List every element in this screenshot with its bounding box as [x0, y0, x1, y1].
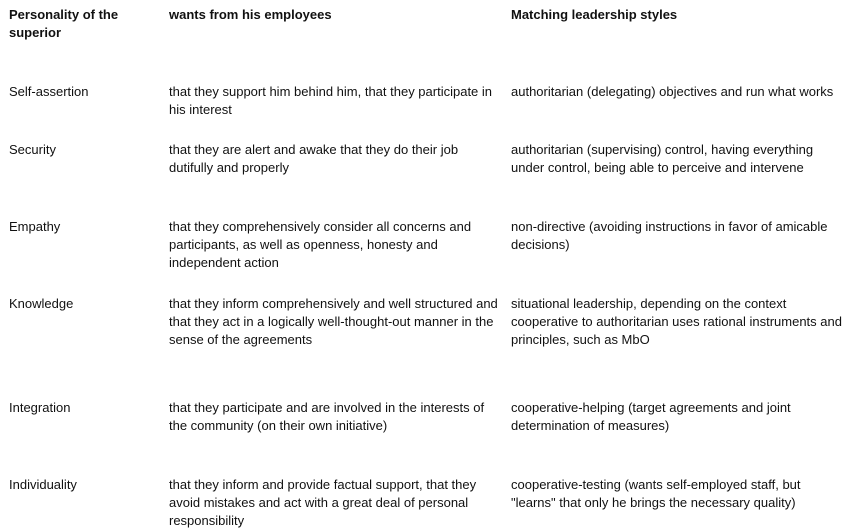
row-leadership-style: situational leadership, depending on the context cooperative to authoritarian uses rational instruments and principles, such as MbO [511, 296, 842, 347]
row-wants: that they comprehensively consider all concerns and participants, as well as openness, honesty and independent action [169, 219, 472, 270]
row-personality: Knowledge [9, 296, 74, 311]
row-wants: that they inform and provide factual support, that they avoid mistakes and act with a great deal of personal responsibility [169, 477, 477, 528]
row-wants: that they support him behind him, that they participate in his interest [169, 84, 493, 117]
row-personality: Self-assertion [9, 84, 89, 99]
header-personality: Personality of the superior [9, 7, 119, 40]
row-personality: Individuality [9, 477, 77, 492]
row-leadership-style: cooperative-helping (target agreements and joint determination of measures) [511, 400, 791, 433]
row-personality: Integration [9, 400, 71, 415]
row-leadership-style: authoritarian (delegating) objectives and run what works [511, 84, 834, 99]
row-leadership-style: authoritarian (supervising) control, having everything under control, being able to perceive and intervene [511, 142, 814, 175]
row-leadership-style: cooperative-testing (wants self-employed staff, but "learns" that only he brings the necessary quality) [511, 477, 801, 510]
header-wants: wants from his employees [169, 7, 332, 22]
row-wants: that they are alert and awake that they do their job dutifully and properly [169, 142, 459, 175]
row-wants: that they inform comprehensively and well structured and that they act in a logically well-thought-out manner in the sense of the agreements [169, 296, 498, 347]
row-personality: Security [9, 142, 56, 157]
header-leadership-styles: Matching leadership styles [511, 7, 678, 22]
row-personality: Empathy [9, 219, 61, 234]
row-wants: that they participate and are involved in the interests of the community (on their own initiative) [169, 400, 485, 433]
row-leadership-style: non-directive (avoiding instructions in favor of amicable decisions) [511, 219, 828, 252]
